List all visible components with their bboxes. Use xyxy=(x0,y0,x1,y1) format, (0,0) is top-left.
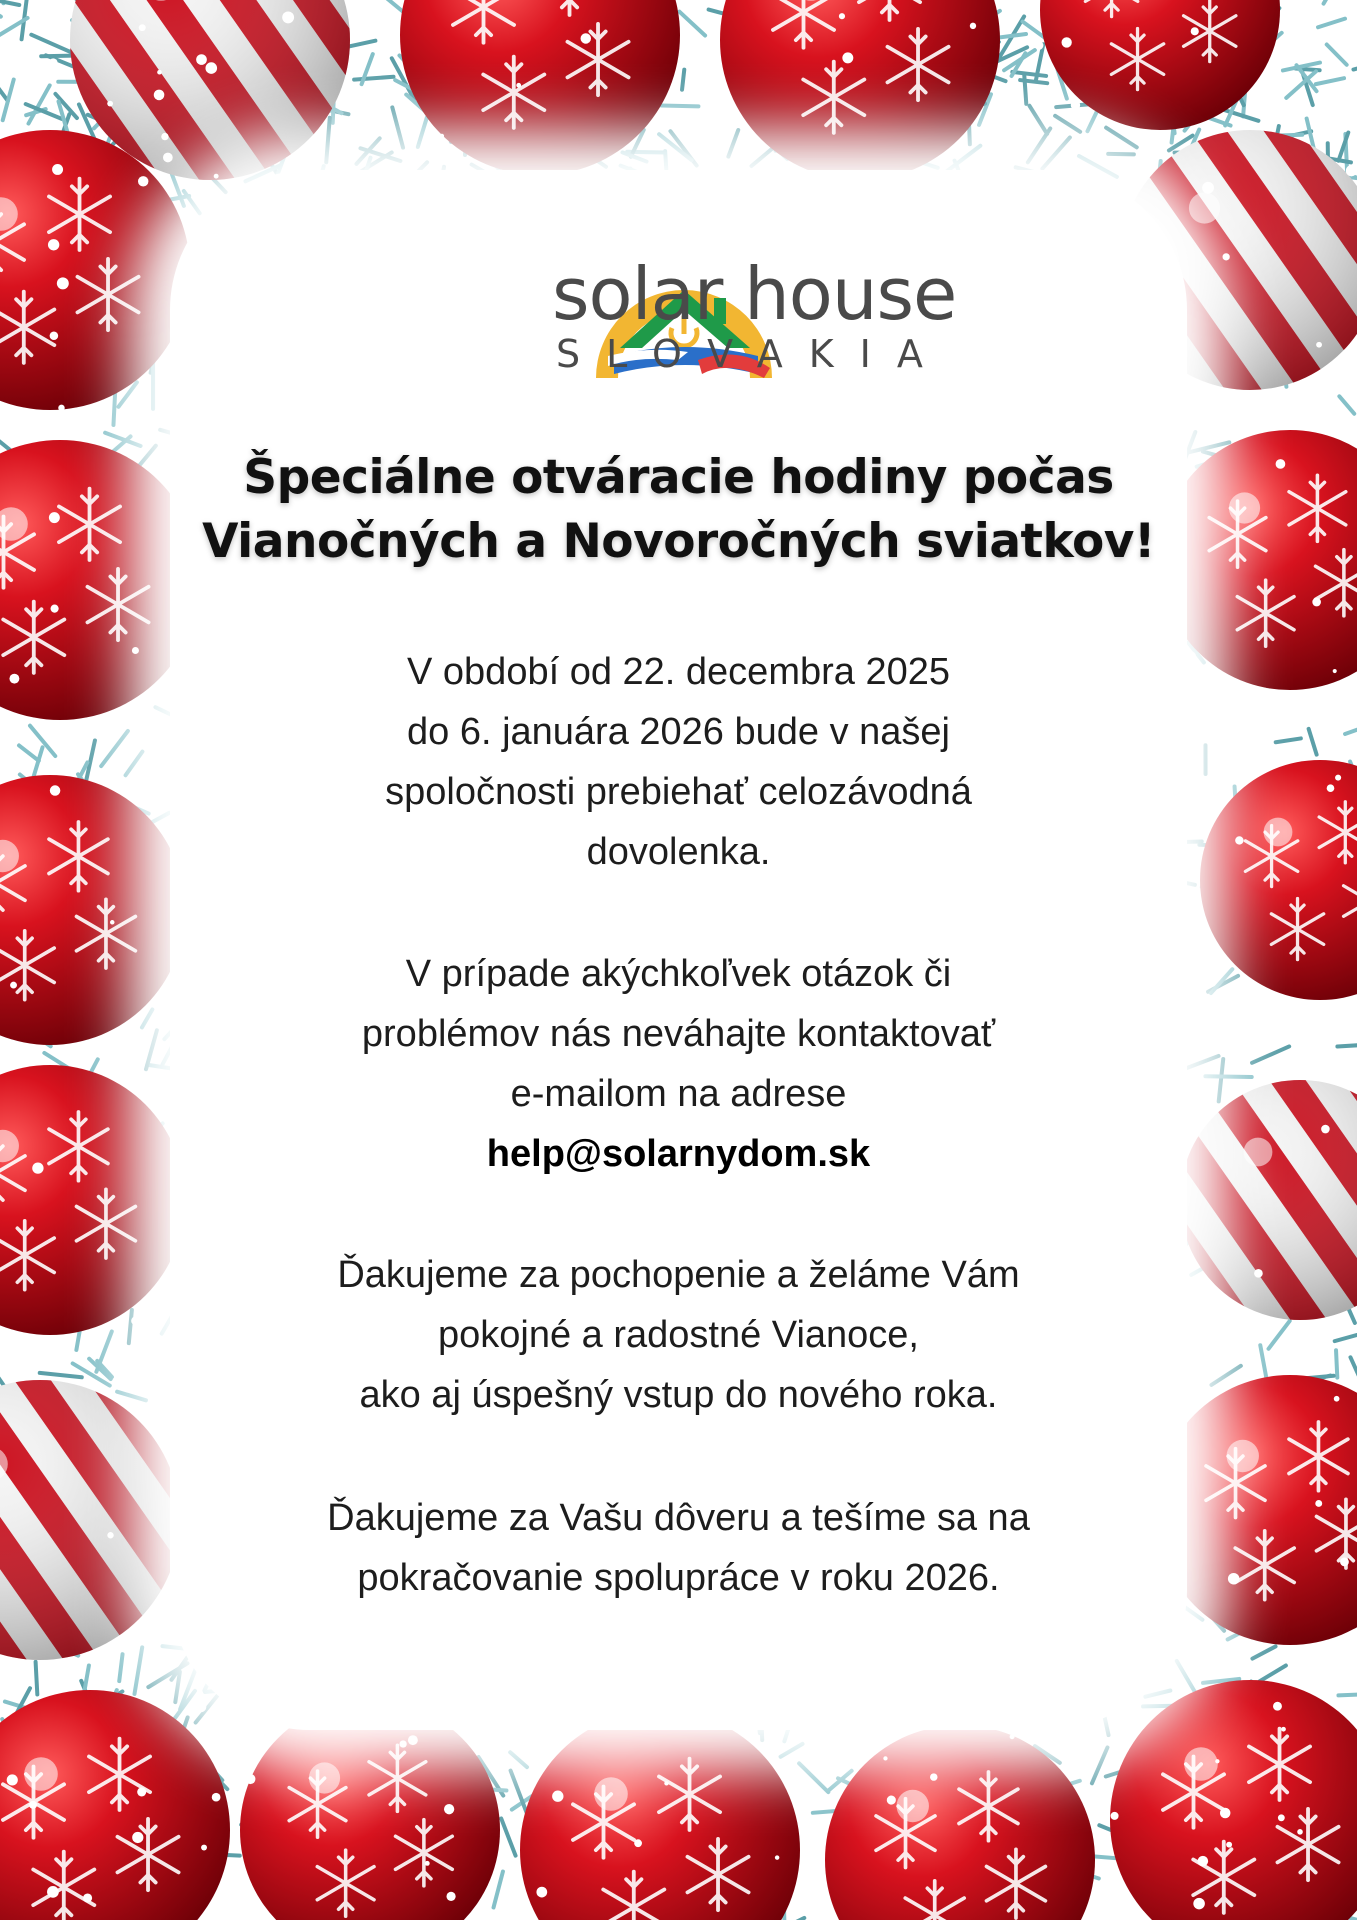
vacation-line-1: V období od 22. decembra 2025 xyxy=(407,651,950,693)
logo-wordmark: solar house xyxy=(552,252,957,336)
striped-ornament xyxy=(1180,1080,1357,1320)
vacation-paragraph xyxy=(200,642,1157,882)
contact-email-link[interactable]: help@solarnydom.sk xyxy=(486,1133,871,1175)
headline-line-1: Špeciálne otváracie hodiny počas xyxy=(243,450,1114,505)
company-logo xyxy=(348,228,1008,398)
thanks-line-1: Ďakujeme za pochopenie a želáme Vám xyxy=(337,1254,1020,1296)
red-ornament xyxy=(0,775,185,1045)
red-ornament xyxy=(0,130,190,410)
red-ornament xyxy=(0,1065,185,1335)
red-ornament xyxy=(1160,430,1357,690)
headline xyxy=(200,446,1157,574)
headline-line-2: Vianočných a Novoročných sviatkov! xyxy=(202,514,1155,569)
contact-line-2: problémov nás neváhajte kontaktovať xyxy=(361,1013,996,1055)
trust-paragraph xyxy=(200,1488,1157,1608)
thanks-paragraph xyxy=(200,1245,1157,1425)
striped-ornament xyxy=(0,1380,180,1660)
vacation-line-3: spoločnosti prebiehať celozávodná xyxy=(385,771,972,813)
contact-line-3: e-mailom na adrese xyxy=(510,1073,847,1115)
thanks-line-2: pokojné a radostné Vianoce, xyxy=(438,1314,919,1356)
vacation-line-4: dovolenka. xyxy=(586,831,771,873)
red-ornament xyxy=(1200,760,1357,1000)
trust-line-2: pokračovanie spolupráce v roku 2026. xyxy=(357,1557,1000,1599)
contact-paragraph xyxy=(200,944,1157,1184)
thanks-line-3: ako aj úspešný vstup do nového roka. xyxy=(359,1374,998,1416)
vacation-line-2: do 6. januára 2026 bude v našej xyxy=(407,711,950,753)
flyer-content xyxy=(200,0,1157,1920)
trust-line-1: Ďakujeme za Vašu dôveru a tešíme sa na xyxy=(327,1497,1030,1539)
contact-line-1: V prípade akýchkoľvek otázok či xyxy=(405,953,952,995)
logo-country: SLOVAKIA xyxy=(556,332,949,376)
